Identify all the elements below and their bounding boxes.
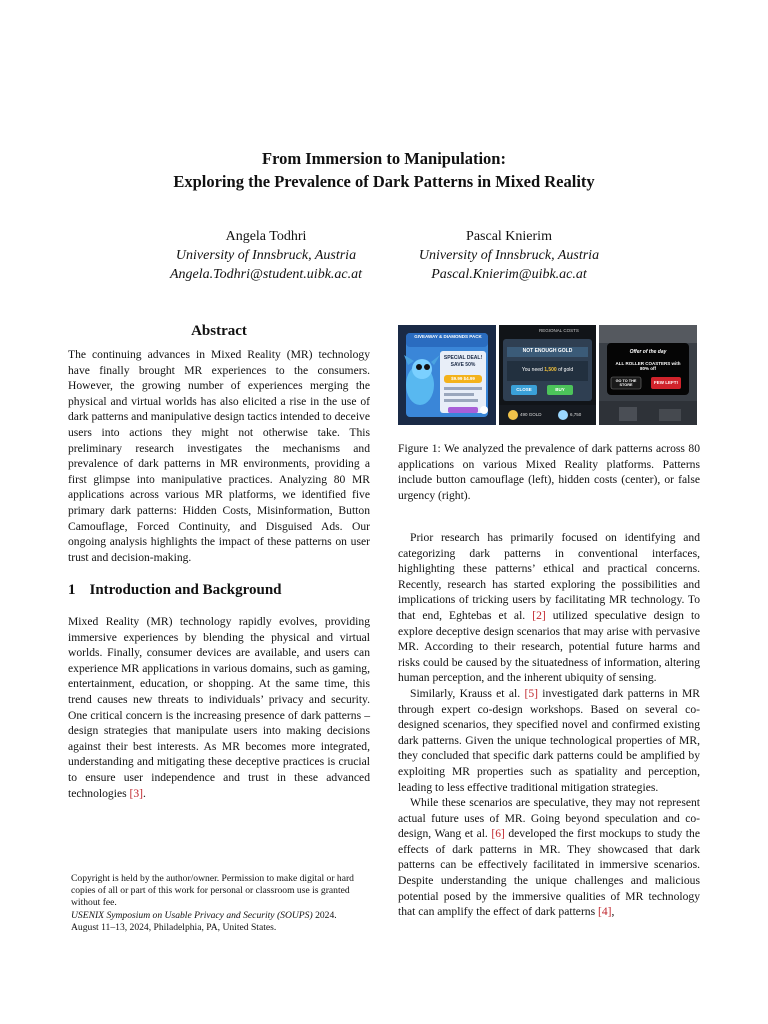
- citation-link[interactable]: [4]: [598, 905, 612, 919]
- gem-count: 6,750: [570, 412, 582, 417]
- buy-button: $9.99 $4.99: [451, 376, 475, 381]
- need-suffix: of gold: [556, 367, 574, 373]
- offer-title: Offer of the day: [629, 349, 667, 355]
- store-button: GO TO THE STORE: [615, 379, 637, 387]
- paragraph-text: Prior research has primarily focused on identifying and categorizing dark patterns in conventional interfaces, highlighting these patterns’ ethical and practical concerns. Recently, research has started exploring the possibilities and implications of tricking users by facilitating MR technology. To that end, Eghtebas et al.: [398, 531, 700, 622]
- close-button: CLOSE: [516, 387, 532, 392]
- author-name: Pascal Knierim: [466, 229, 552, 244]
- caption-text: Figure 1: We analyzed the prevalence of dark patterns across 80 applications on various Mixed Reality platforms. Patterns include button camouflage (left), hidden costs (center), or false urgency (right).: [398, 442, 700, 502]
- abstract-text: The continuing advances in Mixed Reality (MR) technology have finally brought MR experiences to the consumers. However, the growing number of experiences merging the physical and virtual worlds has also elicited a rise in the use of dark patterns and manipulative design tactics intended to deceive users into actions they might not otherwise take. This preliminary research investigates the mechanisms and prevalence of dark patterns in MR environments, providing a first glimpse into manipulative practices. Analyzing 80 MR applications across various MR platforms, we identified five primary dark patterns: Hidden Costs, Misinformation, Button Camouflage, Forced Continuity, and Disguised Ads. Our ongoing analysis highlights the impact of these patterns on user trust and decision-making.: [68, 348, 370, 564]
- paragraph: [398, 686, 700, 795]
- author-email: Angela.Todhri@student.uibk.ac.at: [169, 267, 363, 282]
- copyright-text: Copyright is held by the author/owner. Permission to make digital or hard copies of all or part of this work for personal or classroom use is granted without fee.: [71, 873, 354, 909]
- paragraph-text: Similarly, Krauss et al.: [410, 686, 525, 700]
- deal-percent: SAVE 50%: [450, 362, 476, 368]
- panel-art: [499, 325, 596, 425]
- offer-detail: ALL ROLLER COASTERS with 80% off: [615, 361, 681, 371]
- abstract-body: [68, 347, 370, 565]
- copyright-footnote: [71, 873, 373, 934]
- figure-panel-false-urgency: [599, 325, 697, 425]
- intro-text: Mixed Reality (MR) technology rapidly evolves, providing immersive experiences by blending the physical and virtual worlds. Finally, consumer devices are available, and users can experience MR applications in various domains, such as gaming, entertainment, education, or shopping. At the same time, this trend causes new threats to individuals’ privacy and security. One critical concern is the increasing presence of dark patterns – design strategies that manipulate users into making decisions against their best interests. As MR becomes more integrated, understanding and mitigating these deceptive practices is crucial to ensure user independence and trust in these advanced technologies: [68, 615, 370, 800]
- section-title: Introduction and Background: [89, 582, 282, 598]
- gold-count: 490 GOLD: [520, 412, 542, 417]
- abstract-heading: Abstract: [191, 323, 247, 339]
- dialog-heading: NOT ENOUGH GOLD: [522, 348, 573, 354]
- author-affiliation: University of Innsbruck, Austria: [175, 248, 357, 263]
- section-number: 1: [68, 582, 76, 598]
- author-block-2: [359, 227, 659, 284]
- paragraph: [398, 530, 700, 686]
- paragraph-text: utilized speculative design to explore deceptive design scenarios that may arise with pervasive MR. According to their research, potential future harms and risks could be caused by the situatedness of information, altering human perception, and the inherent ubiquity of sensing.: [398, 608, 700, 685]
- title-line-1: From Immersion to Manipulation:: [262, 149, 506, 168]
- intro-body: [68, 614, 370, 801]
- venue-line: [71, 910, 373, 922]
- citation-link[interactable]: [6]: [491, 827, 505, 841]
- venue-name: USENIX Symposium on Usable Privacy and Security (SOUPS): [71, 909, 313, 921]
- urgency-button: FEW LEFT!: [654, 380, 678, 385]
- venue-year: 2024.: [312, 909, 337, 921]
- related-work-body: [398, 530, 700, 920]
- citation-link[interactable]: [2]: [532, 608, 546, 622]
- paper-title: [0, 147, 768, 193]
- panel-top-label: REGIONAL COSTS: [539, 328, 579, 333]
- title-line-2: Exploring the Prevalence of Dark Patterns in Mixed Reality: [173, 172, 595, 191]
- paragraph-text: investigated dark patterns in MR through expert co-design workshops. Based on several co-designed scenarios, they specified novel and confirmed existing dark patterns. Given the unique technological properties of MR, they concluded that specific dark patterns could be amplified by exploiting MR properties such as spatiality and perception, leading to less effective traditional mitigation strategies.: [398, 686, 701, 794]
- author-email: Pascal.Knierim@uibk.ac.at: [431, 267, 587, 282]
- paragraph-text: While these scenarios are speculative, they may not represent actual future uses of MR. Going beyond speculation and co-design, Wang et al.: [398, 796, 700, 841]
- venue-dates: August 11–13, 2024, Philadelphia, PA, United States.: [71, 921, 277, 933]
- need-amount: 1,500: [544, 367, 557, 373]
- panel-header: GIVEAWAY & DIAMONDS PACK: [414, 334, 482, 339]
- author-name: Angela Todhri: [225, 229, 307, 244]
- figure-1-caption: [398, 441, 700, 503]
- intro-end: .: [143, 786, 146, 800]
- citation-link[interactable]: [3]: [129, 786, 144, 800]
- author-affiliation: University of Innsbruck, Austria: [418, 248, 600, 263]
- buy-button: BUY: [555, 387, 565, 392]
- need-prefix: You need: [521, 367, 545, 373]
- paragraph-text: developed the first mockups to study the effects of dark patterns in MR. They showcased that dark patterns can be effectively facilitated in immersive scenarios. Despite understanding the unique challenges and malicious potential posed by the immersive qualities of MR technology that can amplify the effect of dark patterns: [398, 827, 700, 919]
- deal-label: SPECIAL DEAL!: [443, 355, 483, 361]
- paragraph: [398, 795, 700, 920]
- figure-panel-hidden-costs: [499, 325, 596, 425]
- figure-panel-button-camouflage: [398, 325, 496, 425]
- section-heading: [68, 582, 282, 599]
- citation-link[interactable]: [5]: [524, 686, 538, 700]
- dialog-message: [507, 367, 588, 373]
- paragraph-text: ,: [611, 905, 615, 919]
- figure-1: [398, 325, 698, 425]
- intro-paragraph: [68, 614, 370, 801]
- panel-art: [599, 325, 697, 425]
